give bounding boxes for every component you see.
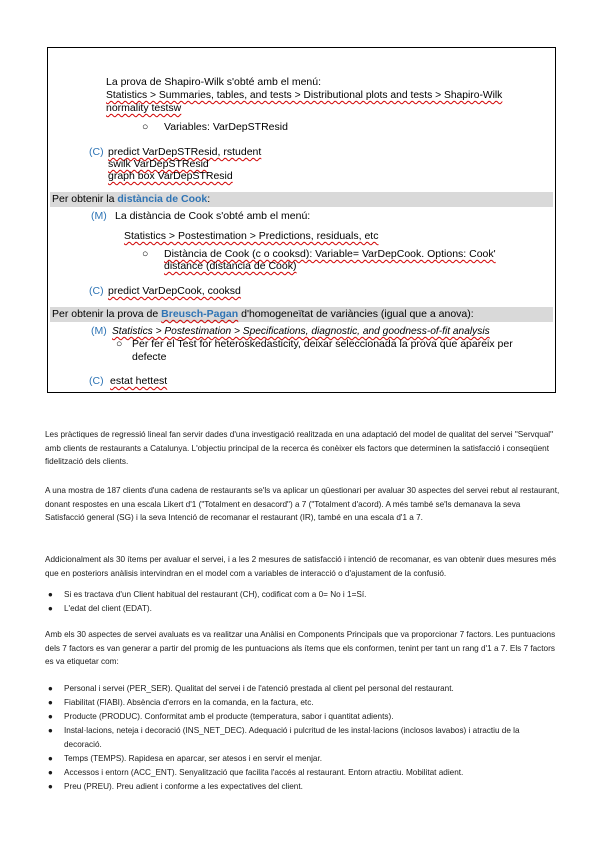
bp-detail-line-2: defecte xyxy=(132,351,167,363)
bullet-icon: ● xyxy=(48,712,53,721)
c2-label: (C) xyxy=(89,285,104,297)
list-item: ● Accessos i entorn (ACC_ENT). Senyalització que facilita l'accés al restaurant. Entorn atractiu. Mobilitat adient. xyxy=(64,766,544,780)
c2-command: predict VarDepCook, cooksd xyxy=(108,285,241,297)
list-item: ● Preu (PREU). Preu adient i conforme a les expectatives del client. xyxy=(64,780,544,794)
cook-detail-line-1: ○ Distància de Cook (c o cooksd): Variable= VarDepCook. Options: Cook' xyxy=(142,248,496,260)
list-item: ● Si es tractava d'un Client habitual del restaurant (CH), codificat com a 0= No i 1=Sí. xyxy=(64,588,544,602)
c3-command: estat hettest xyxy=(110,375,168,387)
list-item: ● L'edat del client (EDAT). xyxy=(64,602,544,616)
cook-heading: Per obtenir la distància de Cook: xyxy=(52,193,211,205)
bullet-icon: ● xyxy=(48,684,53,693)
paragraph-sample: A una mostra de 187 clients d'una cadena de restaurants se'ls va aplicar un qüestionari per avaluar 30 aspectes del servei rebut al restaurant, donant respostes en una escala Likert d'1 ("Totalment en desacord") a 7 ("Totalment d'acord). A més també se'ls demanava la seva Satisfacció general (SG) i la seva Intenció de recomanar el restaurant (IR), també en una escala d'1 a 7. xyxy=(45,486,560,522)
bullet-icon: ● xyxy=(48,768,53,777)
hollow-bullet-icon: ○ xyxy=(142,248,149,260)
list-item: ● Producte (PRODUC). Conformitat amb el producte (temperatura, sabor i quantitat adients). xyxy=(64,710,544,724)
bullet-icon: ● xyxy=(48,604,53,613)
c1-command-2: swilk VarDepSTResid xyxy=(108,158,209,170)
instructions-box xyxy=(47,47,556,393)
bullet-icon: ● xyxy=(48,726,53,735)
shapiro-intro: La prova de Shapiro-Wilk s'obté amb el menú: xyxy=(106,76,322,88)
paragraph-intro: Les pràctiques de regressió lineal fan servir dades d'una investigació realitzada en una adaptació del model de qualitat del servei "Servqual" amb clients de restaurants a Catalunya. L'objectiu principal de la recerca és conèixer els factors que determinen la satisfacció i conseqüent fidelització dels clients. xyxy=(45,430,554,466)
shapiro-menu-line-1: Statistics > Summaries, tables, and tests > Distributional plots and tests > Shapiro-Wilk xyxy=(106,90,503,101)
bp-detail-line-1: ○ Per fer el Test for heteroskedasticity, deixar seleccionada la prova que apareix per xyxy=(116,338,513,350)
bullet-icon: ● xyxy=(48,754,53,763)
paragraph-factors: Amb els 30 aspectes de servei avaluats es va realitzar una Anàlisi en Components Principals que va proporcionar 7 factors. Les puntuacions dels 7 factors es van generar a partir del promig de les puntuacions als ítems que els conformen, tenint per tant un rang d'1 a 7. Els 7 factors es va etiquetar com: xyxy=(45,630,556,666)
m2-menu: Statistics > Postestimation > Specifications, diagnostic, and goodness-of-fit analysis xyxy=(112,326,490,337)
m1-label: (M) xyxy=(91,210,107,222)
paragraph-additional: Addicionalment als 30 ítems per avaluar el servei, i a les 2 mesures de satisfacció i intenció de recomanar, es van obtenir dues mesures més que en posteriors anàlisis intervindran en el model com a variables de interacció o d'ajustament de la confusió. xyxy=(45,555,557,578)
list-item: ● Instal·lacions, neteja i decoració (INS_NET_DEC). Adequació i pulcritud de les instal·lacions (inclosos lavabos) i atractiu de la decoració. xyxy=(48,726,520,749)
bp-heading: Per obtenir la prova de Breusch-Pagan d'homogeneïtat de variàncies (igual que a anova): xyxy=(52,308,474,320)
m2-label: (M) xyxy=(91,325,107,337)
list-item: ● Personal i servei (PER_SER). Qualitat del servei i de l'atenció prestada al client pel personal del restaurant. xyxy=(64,682,544,696)
m1-text: La distància de Cook s'obté amb el menú: xyxy=(115,210,311,222)
c1-label: (C) xyxy=(89,146,104,158)
shapiro-menu-line-2: normality testsw xyxy=(106,102,182,114)
shapiro-variables: ○ Variables: VarDepSTResid xyxy=(142,121,288,133)
list-item: ● Temps (TEMPS). Rapidesa en aparcar, ser atesos i en servir el menjar. xyxy=(64,752,544,766)
bullet-icon: ● xyxy=(48,782,53,791)
bullet-icon: ● xyxy=(48,698,53,707)
hollow-bullet-icon: ○ xyxy=(142,121,149,133)
cook-menu: Statistics > Postestimation > Predictions, residuals, etc xyxy=(124,230,379,242)
bullet-icon: ● xyxy=(48,590,53,599)
c1-command-3: graph box VarDepSTResid xyxy=(108,170,233,182)
c3-label: (C) xyxy=(89,375,104,387)
c1-command-1: predict VarDepSTResid, rstudent xyxy=(108,146,262,158)
cook-detail-line-2: distance (distancia de Cook) xyxy=(164,260,297,272)
list-item: ● Fiabilitat (FIABI). Absència d'errors en la comanda, en la factura, etc. xyxy=(64,696,544,710)
hollow-bullet-icon: ○ xyxy=(116,338,123,350)
